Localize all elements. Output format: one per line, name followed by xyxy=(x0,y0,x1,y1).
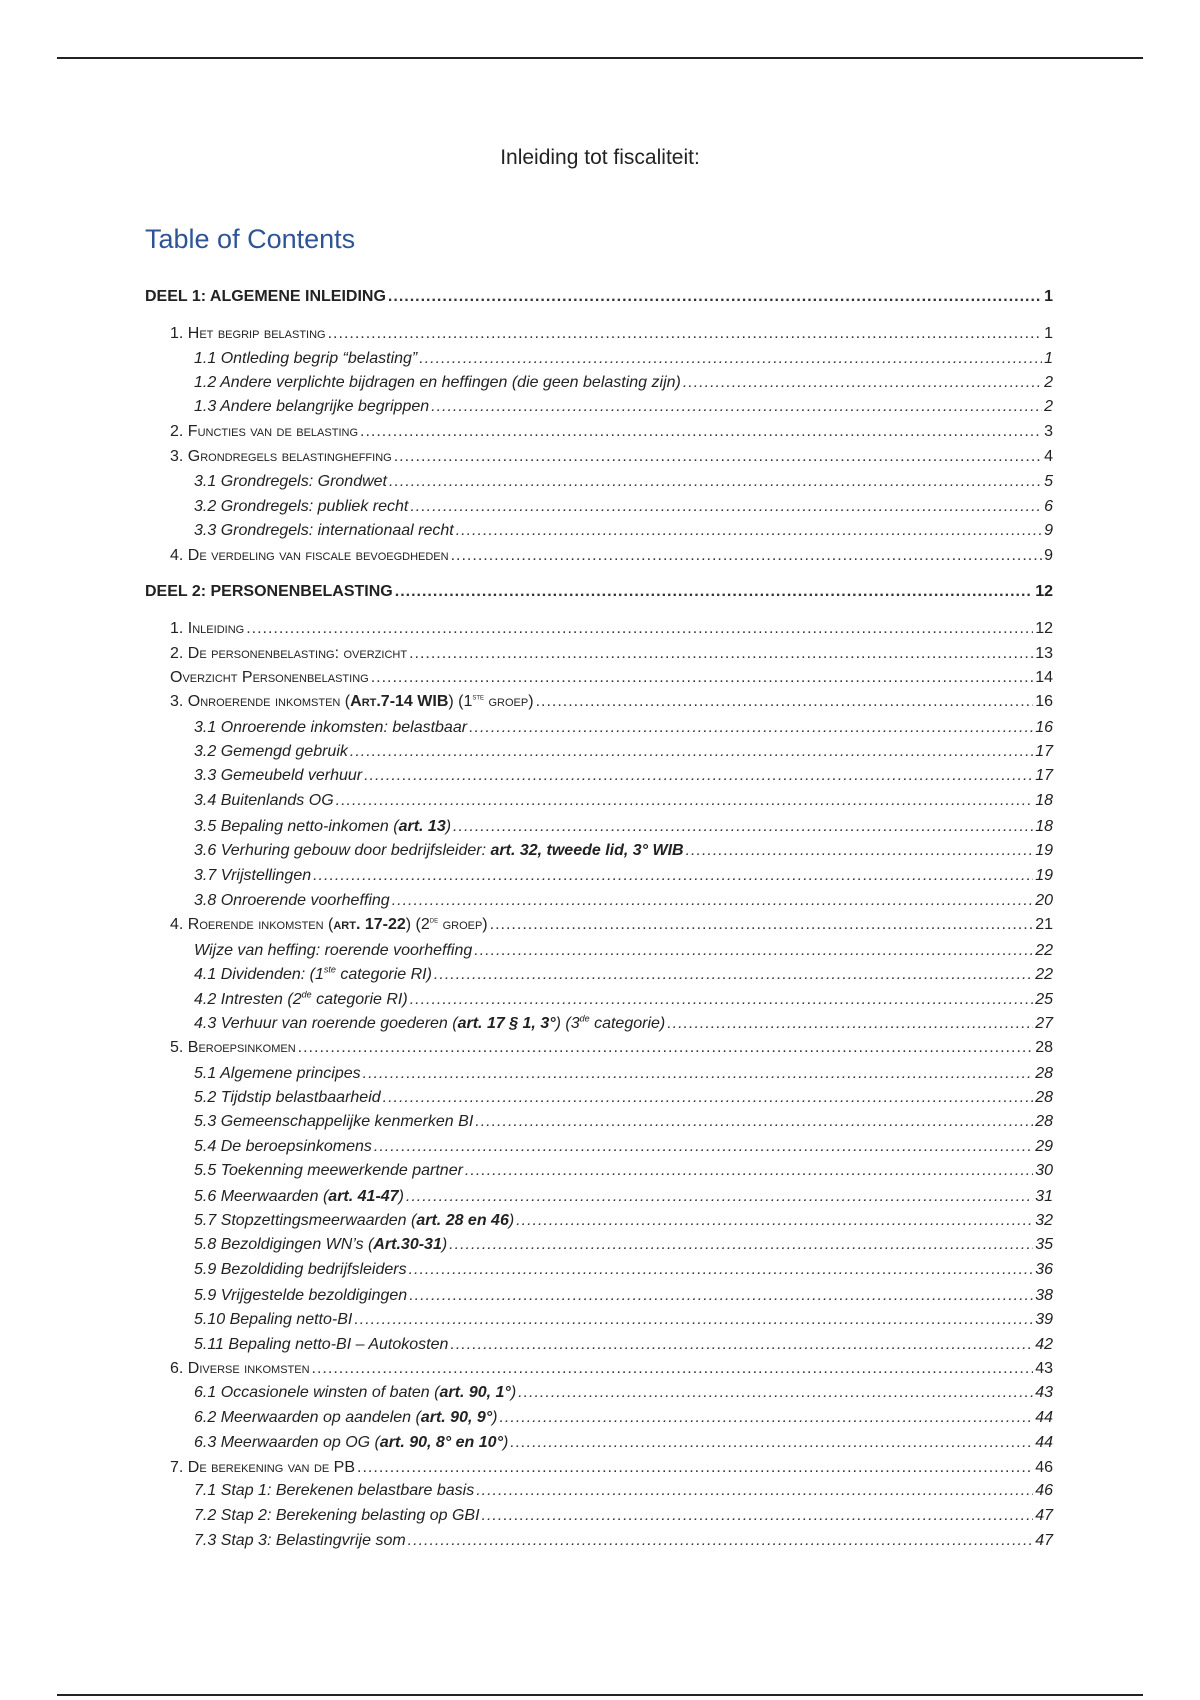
toc-leader-dots xyxy=(456,521,1042,541)
toc-subsection-entry[interactable] xyxy=(194,1260,1053,1280)
toc-subsection-entry[interactable] xyxy=(194,866,1053,886)
toc-leader-dots xyxy=(451,546,1043,566)
toc-leader-dots xyxy=(389,472,1042,492)
toc-page-number: 42 xyxy=(1035,1336,1053,1353)
toc-subsection-entry[interactable] xyxy=(194,1211,1053,1231)
toc-subsection-entry[interactable] xyxy=(194,1531,1053,1551)
toc-page-number: 30 xyxy=(1035,1162,1053,1179)
toc-leader-dots xyxy=(336,791,1034,811)
toc-entry-label: 4.2 Intresten (2de categorie RI) xyxy=(194,989,408,1008)
toc-entry-label: 1. Inleiding xyxy=(170,620,245,637)
toc-leader-dots xyxy=(449,1235,1033,1255)
toc-leader-dots xyxy=(409,1260,1034,1280)
toc-subsection-entry[interactable] xyxy=(194,1433,1053,1453)
toc-leader-dots xyxy=(313,866,1033,886)
toc-leader-dots xyxy=(394,447,1042,467)
toc-leader-dots xyxy=(474,941,1033,961)
toc-page-number: 2 xyxy=(1044,374,1053,391)
toc-entry-label: 6.2 Meerwaarden op aandelen (art. 90, 9°) xyxy=(194,1409,498,1426)
toc-subsection-entry[interactable] xyxy=(194,791,1053,811)
toc-entry-label: 7. De berekening van de PB xyxy=(170,1459,356,1476)
toc-leader-dots xyxy=(475,1112,1033,1132)
toc-part-entry[interactable] xyxy=(145,582,1053,602)
toc-entry-label: 1.3 Andere belangrijke begrippen xyxy=(194,398,430,415)
toc-subsection-entry[interactable] xyxy=(194,397,1053,417)
toc-subsection-entry[interactable] xyxy=(194,941,1053,961)
toc-subsection-entry[interactable] xyxy=(194,1383,1053,1403)
toc-entry-label: 3.3 Gemeubeld verhuur xyxy=(194,767,363,784)
toc-subsection-entry[interactable] xyxy=(194,1112,1053,1132)
toc-leader-dots xyxy=(465,1161,1033,1181)
toc-entry-label: 5.4 De beroepsinkomens xyxy=(194,1138,372,1155)
toc-page-number: 39 xyxy=(1035,1311,1053,1328)
toc-entry-label: Overzicht Personenbelasting xyxy=(170,669,369,686)
toc-entry-label: 3.3 Grondregels: internationaal recht xyxy=(194,522,454,539)
toc-leader-dots xyxy=(392,891,1034,911)
toc-entry-label: 4.1 Dividenden: (1ste categorie RI) xyxy=(194,964,432,983)
toc-page-number: 16 xyxy=(1035,693,1053,710)
toc-entry-label: 5.8 Bezoldigingen WN’s (Art.30-31) xyxy=(194,1236,448,1253)
toc-entry-label: 4. De verdeling van fiscale bevoegdheden xyxy=(170,547,449,564)
toc-subsection-entry[interactable] xyxy=(194,349,1053,369)
toc-leader-dots xyxy=(395,582,1033,602)
toc-entry-label: 5.2 Tijdstip belastbaarheid xyxy=(194,1089,381,1106)
toc-leader-dots xyxy=(482,1506,1034,1526)
toc-page-number: 9 xyxy=(1044,547,1053,564)
toc-page-number: 28 xyxy=(1035,1113,1053,1130)
toc-entry-label: 5.7 Stopzettingsmeerwaarden (art. 28 en 46) xyxy=(194,1212,515,1229)
toc-page-number: 44 xyxy=(1035,1434,1053,1451)
toc-page-number: 22 xyxy=(1035,966,1053,983)
toc-subsection-entry[interactable] xyxy=(194,990,1053,1010)
toc-subsection-entry[interactable] xyxy=(194,1481,1053,1501)
toc-subsection-entry[interactable] xyxy=(194,1408,1053,1428)
toc-entry-label: 3.8 Onroerende voorheffing xyxy=(194,892,390,909)
toc-section-entry[interactable] xyxy=(170,1458,1053,1478)
toc-subsection-entry[interactable] xyxy=(194,742,1053,762)
toc-leader-dots xyxy=(354,1310,1033,1330)
toc-page-number: 17 xyxy=(1035,743,1053,760)
toc-page-number: 2 xyxy=(1044,398,1053,415)
toc-page-number: 1 xyxy=(1044,325,1053,342)
toc-entry-label: 5. Beroepsinkomen xyxy=(170,1039,296,1056)
toc-subsection-entry[interactable] xyxy=(194,766,1053,786)
toc-page-number: 12 xyxy=(1035,620,1053,637)
toc-leader-dots xyxy=(364,766,1033,786)
toc-leader-dots xyxy=(476,1481,1033,1501)
toc-page-number: 3 xyxy=(1044,423,1053,440)
document-title: Inleiding tot fiscaliteit: xyxy=(500,146,700,169)
toc-leader-dots xyxy=(374,1137,1033,1157)
toc-subsection-entry[interactable] xyxy=(194,718,1053,738)
toc-leader-dots xyxy=(350,742,1033,762)
toc-entry-label: 1.1 Ontleding begrip “belasting” xyxy=(194,350,418,367)
toc-page-number: 38 xyxy=(1035,1287,1053,1304)
toc-section-entry[interactable] xyxy=(170,915,1053,935)
toc-heading: Table of Contents xyxy=(145,224,356,254)
toc-page-number: 18 xyxy=(1035,818,1053,835)
toc-subsection-entry[interactable] xyxy=(194,891,1053,911)
toc-leader-dots xyxy=(683,373,1042,393)
toc-section-entry[interactable] xyxy=(170,1359,1053,1379)
toc-subsection-entry[interactable] xyxy=(194,1187,1053,1207)
toc-page-number: 25 xyxy=(1035,991,1053,1008)
toc-section-entry[interactable] xyxy=(170,668,1053,688)
toc-entry-label: 5.10 Bepaling netto-BI xyxy=(194,1311,353,1328)
toc-entry-label: 1.2 Andere verplichte bijdragen en heffingen (die geen belasting zijn) xyxy=(194,374,681,391)
toc-page-number: 35 xyxy=(1035,1236,1053,1253)
toc-page-number: 29 xyxy=(1035,1138,1053,1155)
toc-leader-dots xyxy=(499,1408,1033,1428)
toc-leader-dots xyxy=(408,1531,1034,1551)
toc-entry-label: 3.1 Onroerende inkomsten: belastbaar xyxy=(194,719,468,736)
toc-entry-label: 7.1 Stap 1: Berekenen belastbare basis xyxy=(194,1482,475,1499)
toc-leader-dots xyxy=(419,349,1042,369)
toc-page-number: 44 xyxy=(1035,1409,1053,1426)
toc-entry-label: 2. Functies van de belasting xyxy=(170,423,359,440)
toc-page-number: 43 xyxy=(1035,1360,1053,1377)
toc-section-entry[interactable] xyxy=(170,447,1053,467)
toc-page-number: 16 xyxy=(1035,719,1053,736)
toc-entry-label: DEEL 2: PERSONENBELASTING xyxy=(145,583,393,600)
toc-leader-dots xyxy=(371,668,1034,688)
toc-section-entry[interactable] xyxy=(170,546,1053,566)
toc-leader-dots xyxy=(388,287,1042,307)
toc-entry-label: 5.11 Bepaling netto-BI – Autokosten xyxy=(194,1336,449,1353)
toc-page-number: 5 xyxy=(1044,473,1053,490)
toc-entry-label: 3.4 Buitenlands OG xyxy=(194,792,334,809)
toc-leader-dots xyxy=(410,497,1042,517)
toc-subsection-entry[interactable] xyxy=(194,1088,1053,1108)
toc-entry-label: 5.9 Vrijgestelde bezoldigingen xyxy=(194,1287,408,1304)
toc-page-number: 17 xyxy=(1035,767,1053,784)
toc-page-number: 19 xyxy=(1035,867,1053,884)
toc-entry-label: 4.3 Verhuur van roerende goederen (art. 17 § 1, 3°) (3de categorie) xyxy=(194,1013,666,1032)
toc-leader-dots xyxy=(409,644,1033,664)
toc-page-number: 19 xyxy=(1035,842,1053,859)
toc-subsection-entry[interactable] xyxy=(194,1161,1053,1181)
toc-page-number: 4 xyxy=(1044,448,1053,465)
toc-part-entry[interactable] xyxy=(145,287,1053,307)
toc-subsection-entry[interactable] xyxy=(194,1064,1053,1084)
toc-subsection-entry[interactable] xyxy=(194,1310,1053,1330)
toc-leader-dots xyxy=(410,990,1034,1010)
toc-subsection-entry[interactable] xyxy=(194,373,1053,393)
toc-leader-dots xyxy=(510,1433,1033,1453)
toc-leader-dots xyxy=(453,817,1033,837)
toc-leader-dots xyxy=(246,619,1033,639)
toc-subsection-entry[interactable] xyxy=(194,1235,1053,1255)
toc-section-entry[interactable] xyxy=(170,324,1053,344)
toc-entry-label: 6.3 Meerwaarden op OG (art. 90, 8° en 10°) xyxy=(194,1434,509,1451)
toc-section-entry[interactable] xyxy=(170,692,1053,712)
toc-leader-dots xyxy=(516,1211,1033,1231)
toc-leader-dots xyxy=(298,1038,1034,1058)
toc-subsection-entry[interactable] xyxy=(194,817,1053,837)
toc-leader-dots xyxy=(450,1335,1033,1355)
footer-rule xyxy=(57,1694,1143,1696)
toc-entry-label: Wijze van heffing: roerende voorheffing xyxy=(194,942,473,959)
toc-page-number: 6 xyxy=(1044,498,1053,515)
toc-page-number: 12 xyxy=(1035,583,1053,600)
toc-entry-label: 1. Het begrip belasting xyxy=(170,325,326,342)
toc-leader-dots xyxy=(536,692,1034,712)
toc-leader-dots xyxy=(667,1014,1033,1034)
toc-leader-dots xyxy=(490,915,1034,935)
toc-entry-label: 3.5 Bepaling netto-inkomen (art. 13) xyxy=(194,818,452,835)
toc-entry-label: 3. Grondregels belastingheffing xyxy=(170,448,392,465)
toc-entry-label: 3.7 Vrijstellingen xyxy=(194,867,312,884)
toc-entry-label: 5.9 Bezoldiding bedrijfsleiders xyxy=(194,1261,407,1278)
toc-page-number: 46 xyxy=(1035,1459,1053,1476)
toc-entry-label: 6. Diverse inkomsten xyxy=(170,1360,310,1377)
toc-entry-label: 2. De personenbelasting: overzicht xyxy=(170,645,408,662)
toc-entry-label: 3. Onroerende inkomsten (Art.7-14 WIB) (1ste groep) xyxy=(170,691,534,710)
toc-entry-label: 3.2 Grondregels: publiek recht xyxy=(194,498,409,515)
toc-entry-label: 5.5 Toekenning meewerkende partner xyxy=(194,1162,463,1179)
toc-leader-dots xyxy=(431,397,1042,417)
toc-section-entry[interactable] xyxy=(170,619,1053,639)
toc-page-number: 43 xyxy=(1035,1384,1053,1401)
toc-subsection-entry[interactable] xyxy=(194,841,1053,861)
toc-page-number: 32 xyxy=(1035,1212,1053,1229)
toc-page-number: 28 xyxy=(1035,1065,1053,1082)
toc-leader-dots xyxy=(434,965,1033,985)
toc-leader-dots xyxy=(312,1359,1034,1379)
toc-page-number: 31 xyxy=(1035,1188,1053,1205)
toc-subsection-entry[interactable] xyxy=(194,1335,1053,1355)
toc-page-number: 9 xyxy=(1044,522,1053,539)
toc-section-entry[interactable] xyxy=(170,422,1053,442)
toc-page-number: 14 xyxy=(1035,669,1053,686)
toc-leader-dots xyxy=(328,324,1042,344)
toc-page-number: 1 xyxy=(1044,350,1053,367)
toc-leader-dots xyxy=(357,1458,1033,1478)
toc-entry-label: 3.1 Grondregels: Grondwet xyxy=(194,473,387,490)
toc-subsection-entry[interactable] xyxy=(194,1014,1053,1034)
toc-leader-dots xyxy=(409,1286,1033,1306)
toc-subsection-entry[interactable] xyxy=(194,965,1053,985)
toc-subsection-entry[interactable] xyxy=(194,521,1053,541)
toc-page-number: 18 xyxy=(1035,792,1053,809)
toc-page-number: 22 xyxy=(1035,942,1053,959)
toc-page-number: 21 xyxy=(1035,916,1053,933)
toc-subsection-entry[interactable] xyxy=(194,1286,1053,1306)
toc-leader-dots xyxy=(469,718,1033,738)
toc-entry-label: 3.2 Gemengd gebruik xyxy=(194,743,348,760)
toc-entry-label: 6.1 Occasionele winsten of baten (art. 90, 1°) xyxy=(194,1384,517,1401)
toc-entry-label: DEEL 1: ALGEMENE INLEIDING xyxy=(145,288,386,305)
header-rule xyxy=(57,57,1143,59)
toc-entry-label: 4. Roerende inkomsten (art. 17-22) (2de groep) xyxy=(170,914,488,933)
toc-subsection-entry[interactable] xyxy=(194,497,1053,517)
toc-page-number: 47 xyxy=(1035,1532,1053,1549)
toc-page-number: 28 xyxy=(1035,1089,1053,1106)
toc-page-number: 13 xyxy=(1035,645,1053,662)
toc-leader-dots xyxy=(360,422,1042,442)
toc-entry-label: 7.2 Stap 2: Berekening belasting op GBI xyxy=(194,1507,480,1524)
toc-leader-dots xyxy=(518,1383,1033,1403)
toc-page-number: 28 xyxy=(1035,1039,1053,1056)
toc-entry-label: 7.3 Stap 3: Belastingvrije som xyxy=(194,1532,406,1549)
toc-entry-label: 5.6 Meerwaarden (art. 41-47) xyxy=(194,1188,404,1205)
toc-page-number: 27 xyxy=(1035,1015,1053,1032)
toc-page-number: 1 xyxy=(1044,288,1053,305)
toc-entry-label: 5.3 Gemeenschappelijke kenmerken BI xyxy=(194,1113,474,1130)
toc-leader-dots xyxy=(406,1187,1033,1207)
toc-page-number: 46 xyxy=(1035,1482,1053,1499)
toc-page-number: 20 xyxy=(1035,892,1053,909)
toc-section-entry[interactable] xyxy=(170,644,1053,664)
toc-subsection-entry[interactable] xyxy=(194,1137,1053,1157)
toc-entry-label: 3.6 Verhuring gebouw door bedrijfsleider: art. 32, tweede lid, 3° WIB xyxy=(194,842,684,859)
toc-leader-dots xyxy=(363,1064,1034,1084)
toc-section-entry[interactable] xyxy=(170,1038,1053,1058)
toc-page-number: 36 xyxy=(1035,1261,1053,1278)
toc-subsection-entry[interactable] xyxy=(194,1506,1053,1526)
toc-leader-dots xyxy=(383,1088,1034,1108)
toc-page-number: 47 xyxy=(1035,1507,1053,1524)
toc-subsection-entry[interactable] xyxy=(194,472,1053,492)
toc-leader-dots xyxy=(686,841,1034,861)
toc-entry-label: 5.1 Algemene principes xyxy=(194,1065,361,1082)
